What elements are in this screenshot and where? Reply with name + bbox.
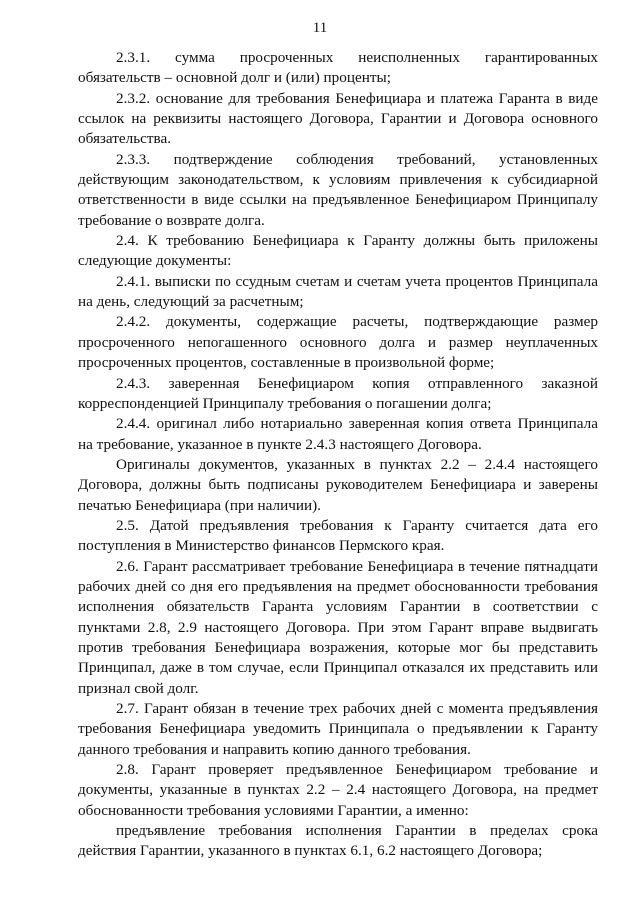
- paragraph-2-3-1: 2.3.1. сумма просроченных неисполненных гарантированных обязательств – основной долг и (или) проценты;: [78, 49, 598, 87]
- paragraph-2-5: 2.5. Датой предъявления требования к Гаранту считается дата его поступления в Министерство финансов Пермского края.: [78, 516, 598, 555]
- paragraph-originals: Оригиналы документов, указанных в пунктах 2.2 – 2.4.4 настоящего Договора, должны быть подписаны руководителем Бенефициара и заверены печатью Бенефициара (при наличии).: [78, 455, 598, 514]
- page-number: 11: [312, 20, 328, 36]
- paragraph-2-6: 2.6. Гарант рассматривает требование Бенефициара в течение пятнадцати рабочих дней со дня его предъявления на предмет обоснованности требования исполнения обязательств Гаранта условиям Гарантии в соответствии с пунктами 2.8, 2.9 настоящего Договора. При этом Гарант вправе выдвигать против требования Бенефициара возражения, которые мог бы представить Принципал, даже в том случае, если Принципал отказался их представить или признал свой долг.: [78, 557, 598, 697]
- paragraph-2-4-2: 2.4.2. документы, содержащие расчеты, подтверждающие размер просроченного непогашенного основного долга и размер неуплаченных просроченных процентов, составленные в произвольной форме;: [78, 313, 598, 372]
- paragraph-2-4-1: 2.4.1. выписки по ссудным счетам и счетам учета процентов Принципала на день, следующий за расчетным;: [78, 272, 598, 311]
- paragraph-2-3-3: 2.3.3. подтверждение соблюдения требований, установленных действующим законодательством, к условиям привлечения к субсидиарной ответственности в виде ссылки на предъявленное Бенефициаром Принципалу требование о возврате долга.: [78, 150, 598, 229]
- paragraph-2-7: 2.7. Гарант обязан в течение трех рабочих дней с момента предъявления требования Бенефициара уведомить Принципала о предъявлении к Гаранту данного требования и направить копию данного требования.: [78, 700, 598, 758]
- paragraph-2-4-3: 2.4.3. заверенная Бенефициаром копия отправленного заказной корреспонденцией Принципалу требования о погашении долга;: [78, 374, 598, 412]
- paragraph-guarantee-term: предъявление требования исполнения Гарантии в пределах срока действия Гарантии, указанного в пунктах 6.1, 6.2 настоящего Договора;: [78, 822, 598, 860]
- paragraph-2-4: 2.4. К требованию Бенефициара к Гаранту должны быть приложены следующие документы:: [78, 232, 598, 270]
- document-body: [78, 48, 598, 862]
- paragraph-2-8: 2.8. Гарант проверяет предъявленное Бенефициаром требование и документы, указанные в пунктах 2.2 – 2.4 настоящего Договора, на предмет обоснованности требования условиями Гарантии, а именно:: [78, 761, 598, 819]
- paragraph-2-4-4: 2.4.4. оригинал либо нотариально заверенная копия ответа Принципала на требование, указанное в пункте 2.4.3 настоящего Договора.: [78, 415, 598, 453]
- paragraph-2-3-2: 2.3.2. основание для требования Бенефициара и платежа Гаранта в виде ссылок на реквизиты настоящего Договора, Гарантии и Договора основного обязательства.: [78, 89, 598, 148]
